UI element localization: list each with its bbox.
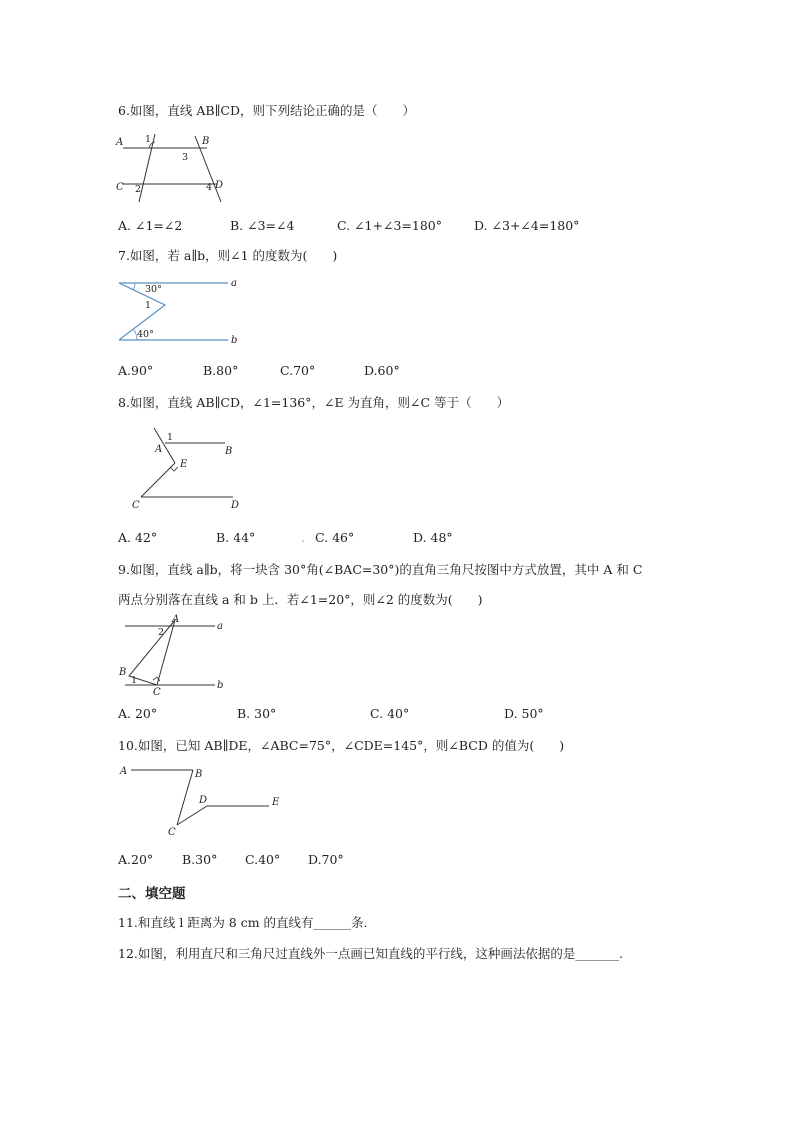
- q8-angle-1: 1: [167, 432, 174, 443]
- question-10-text: 10.如图，已知 AB∥DE，∠ABC=75°，∠CDE=145°，则∠BCD 的值为( ): [118, 738, 565, 753]
- q7-option-b: B.80°: [203, 363, 239, 378]
- q9-label-B: B: [119, 667, 127, 678]
- q6-angle-2: 2: [135, 184, 142, 195]
- q10-label-D: D: [199, 795, 208, 806]
- q7-label-b: b: [231, 335, 238, 346]
- q7-angle-30: 30°: [145, 284, 162, 295]
- q9-option-b: B. 30°: [237, 706, 277, 721]
- question-6-figure: [115, 126, 235, 206]
- q6-option-d: D. ∠3+∠4=180°: [474, 218, 580, 233]
- q6-angle-3: 3: [182, 152, 189, 163]
- q6-option-a: A. ∠1=∠2: [118, 218, 183, 233]
- question-7-figure: [115, 275, 245, 355]
- q9-label-C: C: [153, 687, 161, 698]
- q8-stray-mark: .: [301, 530, 305, 545]
- q9-label-b: b: [217, 680, 224, 691]
- q8-option-b: B. 44°: [216, 530, 256, 545]
- question-11-text: 11.和直线 l 距离为 8 cm 的直线有______条.: [118, 915, 368, 930]
- q9-option-c: C. 40°: [370, 706, 410, 721]
- question-9-figure: [115, 613, 235, 698]
- question-6-text: 6.如图，直线 AB∥CD，则下列结论正确的是（ ）: [118, 103, 415, 118]
- q9-angle-1: 1: [131, 675, 138, 686]
- q6-label-C: C: [116, 182, 124, 193]
- q6-label-D: D: [215, 180, 224, 191]
- q10-label-A: A: [120, 766, 128, 777]
- q10-option-a: A.20°: [118, 852, 154, 867]
- question-9-line-1: 9.如图，直线 a∥b，将一块含 30°角(∠BAC=30°)的直角三角尺按图中方式放置，其中 A 和 C: [118, 562, 643, 577]
- section-heading-fill-in: 二、填空题: [118, 886, 186, 902]
- q8-option-c: C. 46°: [315, 530, 355, 545]
- question-8-figure: [125, 425, 250, 515]
- q7-angle-1: 1: [145, 300, 152, 311]
- question-10-figure: [115, 760, 285, 840]
- q6-option-c: C. ∠1+∠3=180°: [337, 218, 442, 233]
- q6-label-B: B: [202, 136, 210, 147]
- q10-option-b: B.30°: [182, 852, 218, 867]
- q8-label-A: A: [155, 444, 163, 455]
- q9-option-d: D. 50°: [504, 706, 544, 721]
- q10-option-c: C.40°: [245, 852, 281, 867]
- q9-label-a: a: [217, 621, 223, 632]
- q10-label-E: E: [272, 797, 280, 808]
- question-8-text: 8.如图，直线 AB∥CD，∠1=136°，∠E 为直角，则∠C 等于（ ）: [118, 395, 510, 410]
- q9-label-A: A: [172, 614, 180, 625]
- q7-option-a: A.90°: [118, 363, 154, 378]
- q7-label-a: a: [231, 278, 237, 289]
- q8-option-a: A. 42°: [118, 530, 158, 545]
- q10-option-d: D.70°: [308, 852, 344, 867]
- question-7-text: 7.如图，若 a∥b，则∠1 的度数为( ): [118, 248, 338, 263]
- q9-option-a: A. 20°: [118, 706, 158, 721]
- question-9-line-2: 两点分别落在直线 a 和 b 上．若∠1=20°，则∠2 的度数为( ): [118, 592, 483, 607]
- q6-label-A: A: [116, 137, 124, 148]
- q8-label-E: E: [180, 459, 188, 470]
- q7-option-c: C.70°: [280, 363, 316, 378]
- q8-label-C: C: [132, 500, 140, 511]
- q8-label-D: D: [231, 500, 240, 511]
- q10-label-B: B: [195, 769, 203, 780]
- q7-angle-40: 40°: [137, 329, 154, 340]
- q10-label-C: C: [168, 827, 176, 838]
- q6-angle-4: 4: [206, 182, 213, 193]
- q6-angle-1: 1: [145, 134, 152, 145]
- q8-option-d: D. 48°: [413, 530, 453, 545]
- q6-option-b: B. ∠3=∠4: [230, 218, 295, 233]
- q7-option-d: D.60°: [364, 363, 400, 378]
- q8-label-B: B: [225, 446, 233, 457]
- q9-angle-2: 2: [158, 627, 165, 638]
- question-12-text: 12.如图，利用直尺和三角尺过直线外一点画已知直线的平行线，这种画法依据的是_______.: [118, 946, 624, 961]
